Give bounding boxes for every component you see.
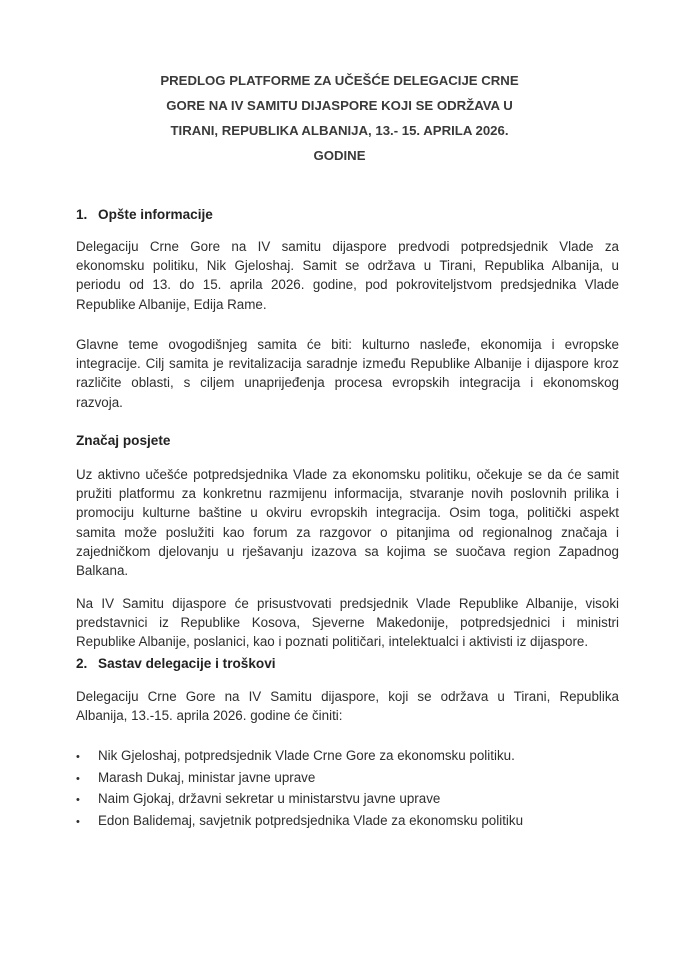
section-heading-general-info (76, 207, 213, 222)
bullet-icon: • (76, 751, 80, 763)
paragraph (76, 335, 619, 412)
document-title (0, 68, 679, 168)
list-item (76, 746, 523, 768)
paragraph-line: samita može poslužiti kao forum za razgovor o pitanjima od regionalnog značaja i (76, 524, 619, 540)
section-number: 2. (76, 656, 88, 671)
paragraph-line: Albanija, 13.-15. aprila 2026. godine će činiti: (76, 708, 343, 724)
section-heading-visit-significance (76, 433, 170, 448)
list-item-text: Naim Gjokaj, državni sekretar u ministarstvu javne uprave (98, 791, 441, 807)
section-number: 1. (76, 207, 88, 222)
paragraph-line: razvoja. (76, 394, 123, 410)
paragraph-line: Balkana. (76, 563, 129, 579)
delegation-list (76, 746, 523, 832)
paragraph-line: različite oblasti, s ciljem unaprijeđenja procesa evropskih integracija i ekonomskog (76, 375, 619, 391)
paragraph-line: pružiti platformu za konkretnu razmijenu informacija, stvaranje novih poslovnih prilika i (76, 486, 619, 502)
paragraph (76, 687, 619, 725)
paragraph-line: Glavne teme ovogodišnjeg samita će biti: kulturno nasleđe, ekonomija i evropske (76, 337, 619, 352)
list-item-text: Nik Gjeloshaj, potpredsjednik Vlade Crne Gore za ekonomsku politiku. (98, 748, 515, 763)
paragraph-line: Delegaciju Crne Gore na IV Samitu dijaspore, koji se održava u Tirani, Republika (76, 689, 619, 704)
paragraph-line: periodu od 13. do 15. aprila 2026. godine, pod pokroviteljstvom predsjednika Vlade (76, 277, 619, 293)
paragraph-line: Republike Albanije, poslanici, kao i poznati političari, intelektualci i aktivisti iz dijaspore. (76, 634, 589, 650)
paragraph (76, 594, 619, 652)
paragraph-line: Uz aktivno učešće potpredsjednika Vlade za ekonomsku politiku, očekuje se da će samit (76, 467, 619, 482)
bullet-icon: • (76, 772, 80, 785)
paragraph-line: Na IV Samitu dijaspore će prisustvovati predsjednik Vlade Republike Albanije, visoki (76, 596, 619, 611)
paragraph-line: Delegaciju Crne Gore na IV samitu dijaspore predvodi potpredsjednik Vlade za (76, 239, 619, 254)
list-item (76, 811, 523, 833)
bullet-icon: • (76, 794, 80, 807)
paragraph (76, 465, 619, 580)
paragraph-line: Republike Albanije, Edija Rame. (76, 296, 267, 312)
section-title: Opšte informacije (98, 207, 213, 222)
title-line: TIRANI, REPUBLIKA ALBANIJA, 13.- 15. APRILA 2026. (170, 123, 509, 138)
section-title: Značaj posjete (76, 433, 171, 448)
list-item (76, 768, 523, 790)
list-item (76, 789, 523, 811)
paragraph-line: integracije. Cilj samita je revitalizacija saradnje između Republike Albanije i dijaspore kroz (76, 356, 619, 372)
paragraph-line: promociju kulturne baštine u okviru evropskih integracija. Osim toga, politički aspekt (76, 505, 619, 521)
section-title: Sastav delegacije i troškovi (98, 656, 276, 671)
list-item-text: Marash Dukaj, ministar javne uprave (98, 769, 316, 785)
title-line: PREDLOG PLATFORME ZA UČEŠĆE DELEGACIJE CRNE (160, 73, 519, 88)
paragraph (76, 237, 619, 314)
paragraph-line: predstavnici iz Republike Kosova, Sjeverne Makedonije, potpredsjednici i ministri (76, 615, 619, 631)
list-item-text: Edon Balidemaj, savjetnik potpredsjednika Vlade za ekonomsku politiku (98, 812, 524, 828)
paragraph-line: zajedničkom djelovanju u rješavanju izazova sa kojima se suočava region Zapadnog (76, 543, 619, 559)
section-heading-delegation (76, 656, 276, 671)
title-line: GORE NA IV SAMITU DIJASPORE KOJI SE ODRŽAVA U (166, 98, 513, 113)
paragraph-line: ekonomsku politiku, Nik Gjeloshaj. Samit se održava u Tirani, Republika Albanija, u (76, 258, 619, 274)
bullet-icon: • (76, 815, 80, 828)
title-line: GODINE (313, 148, 366, 163)
